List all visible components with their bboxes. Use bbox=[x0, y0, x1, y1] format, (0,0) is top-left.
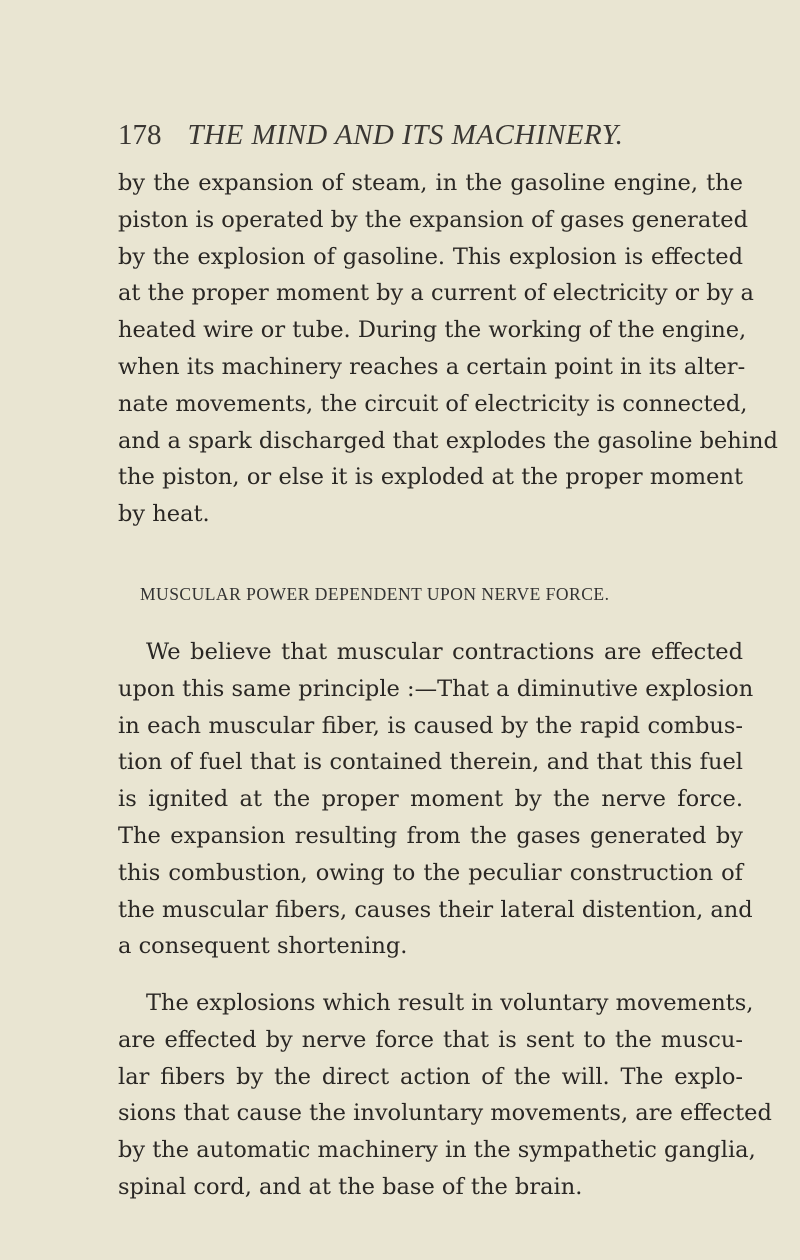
text-line: by the expansion of steam, in the gasoline engine, the bbox=[118, 170, 743, 196]
paragraph-3 bbox=[118, 985, 772, 1206]
text-line: sions that cause the involuntary movements, are effected bbox=[118, 1100, 772, 1127]
paragraph-1 bbox=[118, 165, 778, 533]
text-line: nate movements, the circuit of electricity is connected, bbox=[118, 390, 748, 417]
text-line: this combustion, owing to the peculiar construction of bbox=[118, 859, 743, 886]
text-line: We believe that muscular contractions are effected bbox=[146, 639, 743, 665]
text-line: is ignited at the proper moment by the nerve force. bbox=[118, 786, 743, 813]
text-line: The expansion resulting from the gases generated by bbox=[118, 822, 743, 849]
text-line: spinal cord, and at the base of the brain. bbox=[118, 1173, 583, 1200]
text-line: and a spark discharged that explodes the gasoline behind bbox=[118, 427, 778, 454]
page-number: 178 bbox=[118, 119, 162, 151]
running-head bbox=[118, 117, 758, 153]
text-line: when its machinery reaches a certain point in its alter- bbox=[118, 353, 746, 380]
text-line: a consequent shortening. bbox=[118, 933, 408, 960]
text-line: in each muscular fiber, is caused by the rapid combus- bbox=[118, 712, 743, 739]
text-line: upon this same principle :—That a diminutive explosion bbox=[118, 675, 754, 702]
text-line: by the explosion of gasoline. This explosion is effected bbox=[118, 243, 743, 270]
text-line: at the proper moment by a current of electricity or by a bbox=[118, 280, 754, 307]
text-line: by the automatic machinery in the sympathetic ganglia, bbox=[118, 1137, 756, 1164]
text-line: the muscular fibers, causes their lateral distention, and bbox=[118, 896, 753, 923]
text-line: by heat. bbox=[118, 501, 210, 528]
text-line: lar fibers by the direct action of the will. The explo- bbox=[118, 1063, 743, 1090]
text-line: are effected by nerve force that is sent to the muscu- bbox=[118, 1026, 743, 1053]
running-title: THE MIND AND ITS MACHINERY. bbox=[187, 119, 624, 151]
section-heading: MUSCULAR POWER DEPENDENT UPON NERVE FORCE. bbox=[140, 584, 610, 604]
text-line: The explosions which result in voluntary movements, bbox=[146, 990, 754, 1016]
text-line: the piston, or else it is exploded at the proper moment bbox=[118, 464, 743, 491]
paragraph-2 bbox=[118, 634, 754, 965]
text-line: piston is operated by the expansion of gases generated bbox=[118, 206, 748, 233]
text-line: heated wire or tube. During the working of the engine, bbox=[118, 317, 747, 344]
text-line: tion of fuel that is contained therein, and that this fuel bbox=[118, 749, 743, 776]
